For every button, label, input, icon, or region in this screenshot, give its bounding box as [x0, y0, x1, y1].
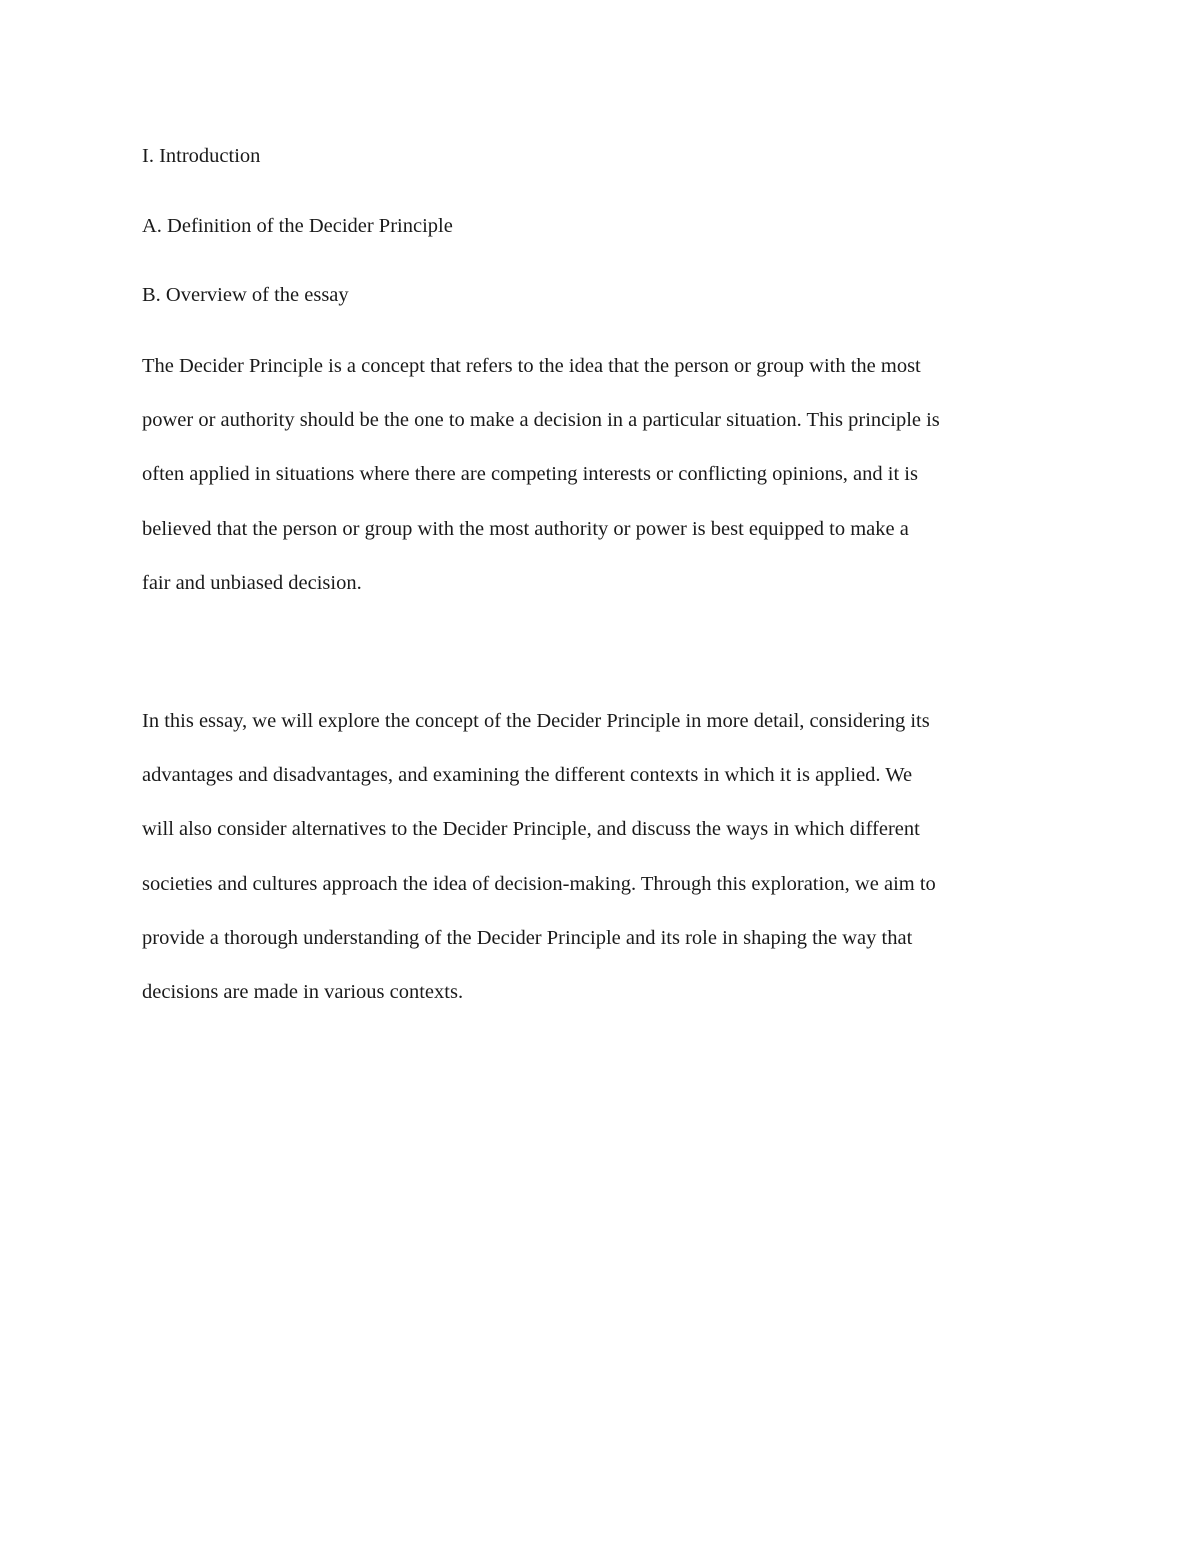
paragraph-line: advantages and disadvantages, and examining the different contexts in which it is applied. We: [142, 764, 913, 787]
paragraph-line: decisions are made in various contexts.: [142, 980, 464, 1003]
paragraph-line: will also consider alternatives to the Decider Principle, and discuss the ways in which different: [142, 818, 920, 841]
paragraph-line: fair and unbiased decision.: [142, 571, 362, 594]
paragraph-line: societies and cultures approach the idea of decision-making. Through this exploration, we aim to: [142, 872, 936, 895]
outline-item-overview: B. Overview of the essay: [142, 284, 349, 306]
paragraph-line: often applied in situations where there are competing interests or conflicting opinions, and it is: [142, 463, 918, 486]
paragraph-line: provide a thorough understanding of the Decider Principle and its role in shaping the way that: [142, 926, 913, 949]
paragraph-definition: [142, 352, 1072, 623]
outline-item-definition: A. Definition of the Decider Principle: [142, 215, 453, 237]
paragraph-overview: [142, 707, 1072, 1032]
paragraph-line: In this essay, we will explore the concept of the Decider Principle in more detail, considering its: [142, 710, 930, 732]
paragraph-line: The Decider Principle is a concept that refers to the idea that the person or group with the most: [142, 355, 921, 377]
paragraph-line: believed that the person or group with the most authority or power is best equipped to make a: [142, 517, 909, 540]
paragraph-line: power or authority should be the one to make a decision in a particular situation. This principle is: [142, 409, 940, 432]
section-heading-introduction: I. Introduction: [142, 145, 261, 167]
